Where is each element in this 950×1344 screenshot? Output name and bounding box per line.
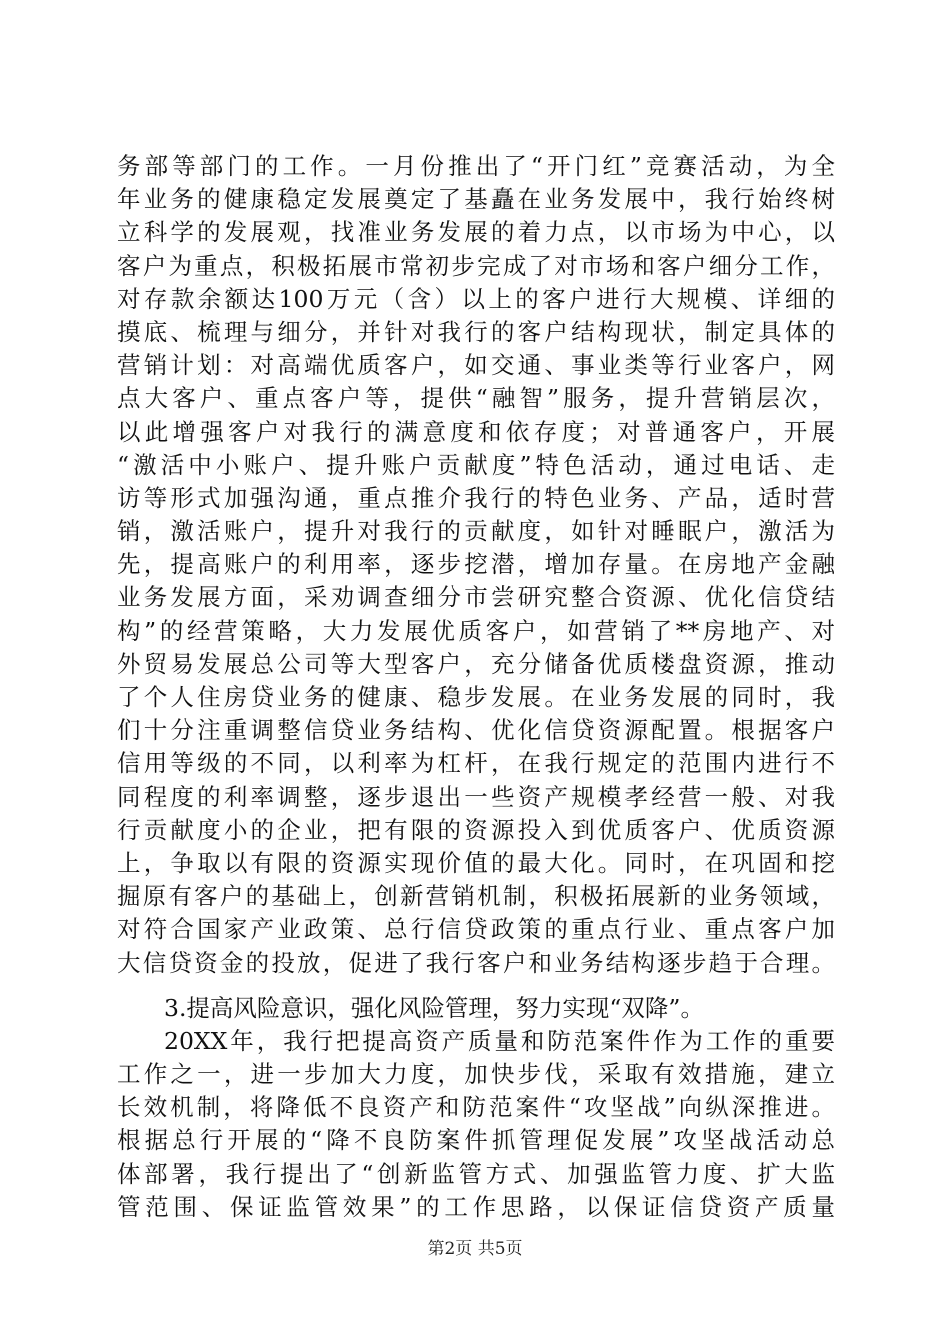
text-line: “激活中小账户、提升账户贡献度”特色活动，通过电话、走	[117, 450, 835, 479]
text-line: 20XX年，我行把提高资产质量和防范案件作为工作的重要	[164, 1026, 835, 1055]
text-line: 行贡献度小的企业，把有限的资源投入到优质客户、优质资源	[117, 815, 835, 844]
text-line: 点大客户、重点客户等，提供“融智”服务，提升营销层次，	[117, 384, 835, 413]
text-line: 信用等级的不同，以利率为杠杆，在我行规定的范围内进行不	[117, 749, 835, 778]
text-line: 对存款余额达100万元（含）以上的客户进行大规模、详细的	[117, 284, 835, 313]
text-line: 上，争取以有限的资源实现价值的最大化。同时，在巩固和挖	[117, 848, 835, 877]
text-line: 先，提高账户的利用率，逐步挖潜，增加存量。在房地产金融	[117, 550, 835, 579]
text-line: 大信贷资金的投放，促进了我行客户和业务结构逐步趋于合理。	[117, 948, 835, 977]
paragraph-gap	[117, 980, 835, 992]
text-line: 年业务的健康稳定发展奠定了基矗在业务发展中，我行始终树	[117, 185, 835, 214]
paragraph-1	[117, 150, 835, 980]
text-line: 们十分注重调整信贷业务结构、优化信贷资源配置。根据客户	[117, 716, 835, 745]
page-number-footer: 第2页 共5页	[427, 1239, 523, 1259]
text-line: 摸底、梳理与细分，并针对我行的客户结构现状，制定具体的	[117, 317, 835, 346]
text-line: 长效机制，将降低不良资产和防范案件“攻坚战”向纵深推进。	[117, 1093, 835, 1122]
document-body	[117, 150, 835, 1224]
paragraph-2	[117, 1025, 835, 1224]
text-line: 掘原有客户的基础上，创新营销机制，积极拓展新的业务领域，	[117, 882, 835, 911]
text-line: 销，激活账户，提升对我行的贡献度，如针对睡眠户，激活为	[117, 517, 835, 546]
text-line: 立科学的发展观，找准业务发展的着力点，以市场为中心，以	[117, 218, 835, 247]
text-line: 营销计划：对高端优质客户，如交通、事业类等行业客户，网	[117, 351, 835, 380]
text-line: 外贸易发展总公司等大型客户，充分储备优质楼盘资源，推动	[117, 649, 835, 678]
text-line: 访等形式加强沟通，重点推介我行的特色业务、产品，适时营	[117, 483, 835, 512]
section-heading: 3.提高风险意识，强化风险管理，努力实现“双降”。	[164, 993, 704, 1022]
text-line: 管范围、保证监管效果”的工作思路，以保证信贷资产质量	[117, 1192, 835, 1221]
text-line: 体部署，我行提出了“创新监管方式、加强监管力度、扩大监	[117, 1159, 835, 1188]
text-line: 同程度的利率调整，逐步退出一些资产规模孝经营一般、对我	[117, 782, 835, 811]
text-line: 客户为重点，积极拓展市常初步完成了对市场和客户细分工作，	[117, 251, 835, 280]
text-line: 构”的经营策略，大力发展优质客户，如营销了**房地产、对	[117, 616, 835, 645]
text-line: 务部等部门的工作。一月份推出了“开门红”竞赛活动，为全	[117, 152, 835, 180]
text-line: 根据总行开展的“降不良防案件抓管理促发展”攻坚战活动总	[117, 1126, 835, 1155]
text-line: 以此增强客户对我行的满意度和依存度；对普通客户，开展	[117, 417, 835, 446]
text-line: 对符合国家产业政策、总行信贷政策的重点行业、重点客户加	[117, 915, 835, 944]
text-line: 工作之一，进一步加大力度，加快步伐，采取有效措施，建立	[117, 1060, 835, 1089]
text-line: 了个人住房贷业务的健康、稳步发展。在业务发展的同时，我	[117, 683, 835, 711]
text-line: 业务发展方面，采劝调查细分市尝研究整合资源、优化信贷结	[117, 583, 835, 612]
